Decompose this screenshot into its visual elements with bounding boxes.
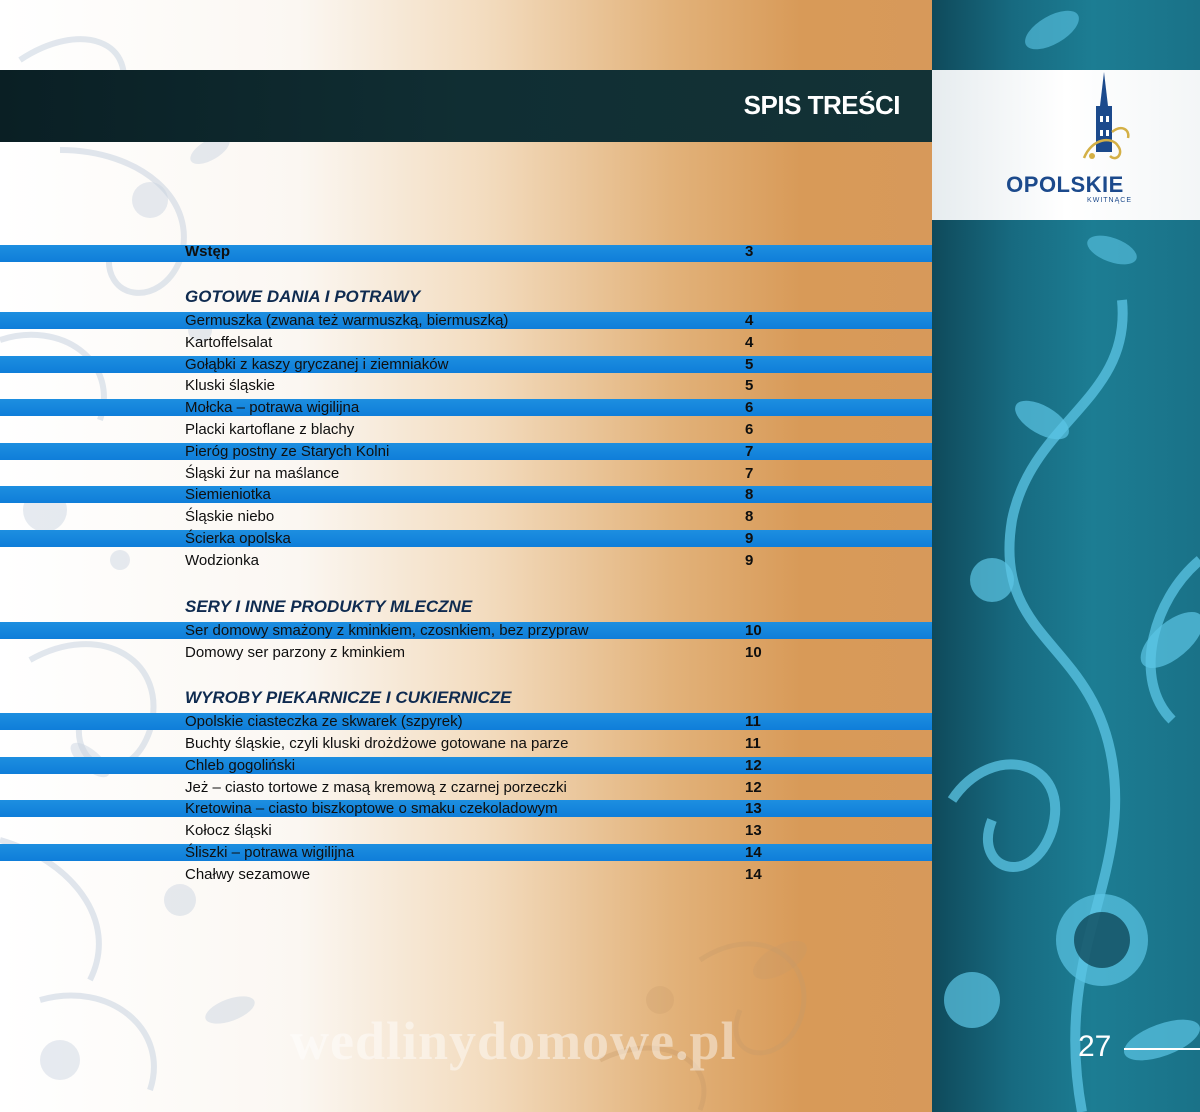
section-title-gotowe-dania: GOTOWE DANIA I POTRAWY xyxy=(185,287,421,306)
toc-entry-title: Opolskie ciasteczka ze skwarek (szpyrek) xyxy=(185,713,463,730)
toc-entry-page: 14 xyxy=(745,866,762,883)
section-title-sery: SERY I INNE PRODUKTY MLECZNE xyxy=(185,597,473,616)
toc-entry-page: 10 xyxy=(745,644,762,661)
toc-entry-title: Ścierka opolska xyxy=(185,530,291,547)
toc-entry[interactable] xyxy=(185,799,785,819)
logo-tagline: KWITNĄCE xyxy=(1087,197,1132,204)
toc-entry-title: Śliszki – potrawa wigilijna xyxy=(185,844,355,861)
toc-entry-page: 12 xyxy=(745,779,762,796)
toc-entry-title: Śląskie niebo xyxy=(185,508,275,525)
toc-entry-title: Chałwy sezamowe xyxy=(185,866,311,883)
toc-entry[interactable] xyxy=(185,529,785,549)
toc-entry-page: 6 xyxy=(745,421,754,438)
toc-entry-page: 14 xyxy=(745,844,762,861)
toc-entry[interactable] xyxy=(185,355,785,375)
toc-entry-title: Buchty śląskie, czyli kluski drożdżowe gotowane na parze xyxy=(185,735,569,752)
toc-entry-page: 8 xyxy=(745,486,754,503)
toc-entry[interactable] xyxy=(185,507,785,527)
page-number: 27 xyxy=(1078,1030,1112,1063)
toc-entry[interactable] xyxy=(185,712,785,732)
toc-entry-page: 11 xyxy=(745,735,761,752)
toc-entry-title: Gołąbki z kaszy gryczanej i ziemniaków xyxy=(185,356,449,373)
toc-entry-intro[interactable] xyxy=(185,242,785,262)
toc-entry-page: 3 xyxy=(745,243,754,260)
toc-entry[interactable] xyxy=(185,376,785,396)
toc-entry-page: 6 xyxy=(745,399,754,416)
toc-entry-title: Mołcka – potrawa wigilijna xyxy=(185,399,360,416)
tower-logo-icon xyxy=(1082,72,1132,164)
toc-entry-title: Kołocz śląski xyxy=(185,822,272,839)
header-bar xyxy=(0,70,932,142)
toc-entry-page: 4 xyxy=(745,312,754,329)
toc-entry[interactable] xyxy=(185,621,785,641)
toc-entry-title: Kartoffelsalat xyxy=(185,334,273,351)
toc-entry-page: 12 xyxy=(745,757,762,774)
toc-entry-page: 13 xyxy=(745,800,762,817)
page-number-rule xyxy=(1124,1048,1200,1050)
toc-entry[interactable] xyxy=(185,821,785,841)
toc-entry-page: 5 xyxy=(745,356,754,373)
toc-entry[interactable] xyxy=(185,398,785,418)
toc-entry[interactable] xyxy=(185,464,785,484)
toc-entry-page: 8 xyxy=(745,508,754,525)
toc-entry-title: Ser domowy smażony z kminkiem, czosnkiem, bez przypraw xyxy=(185,622,589,639)
toc-entry-title: Kretowina – ciasto biszkoptowe o smaku czekoladowym xyxy=(185,800,558,817)
toc-entry-title: Kluski śląskie xyxy=(185,377,276,394)
toc-entry-page: 5 xyxy=(745,377,754,394)
toc-entry-title: Śląski żur na maślance xyxy=(185,465,340,482)
toc-entry[interactable] xyxy=(185,485,785,505)
toc-entry-page: 11 xyxy=(745,713,761,730)
toc-entry-title: Germuszka (zwana też warmuszką, biermuszką) xyxy=(185,312,509,329)
toc-entry[interactable] xyxy=(185,643,785,663)
toc-entry-title: Siemieniotka xyxy=(185,486,271,503)
toc-entry[interactable] xyxy=(185,865,785,885)
toc-entry-title: Wstęp xyxy=(185,243,230,260)
toc-entry[interactable] xyxy=(185,551,785,571)
toc-entry-title: Placki kartoflane z blachy xyxy=(185,421,355,438)
toc-entry-page: 7 xyxy=(745,465,754,482)
toc-entry-title: Wodzionka xyxy=(185,552,259,569)
toc-entry-title: Jeż – ciasto tortowe z masą kremową z czarnej porzeczki xyxy=(185,779,567,796)
toc-entry-page: 10 xyxy=(745,622,762,639)
logo-name: OPOLSKIE xyxy=(1006,172,1124,197)
toc-entry[interactable] xyxy=(185,311,785,331)
page-title: SPIS TREŚCI xyxy=(743,90,900,120)
toc-entry[interactable] xyxy=(185,420,785,440)
toc-entry-page: 13 xyxy=(745,822,762,839)
toc-entry-page: 9 xyxy=(745,552,754,569)
toc-entry[interactable] xyxy=(185,778,785,798)
toc-entry-page: 7 xyxy=(745,443,754,460)
toc-entry-title: Chleb gogoliński xyxy=(185,757,296,774)
toc-entry[interactable] xyxy=(185,333,785,353)
section-title-wyroby: WYROBY PIEKARNICZE I CUKIERNICZE xyxy=(185,688,512,707)
toc-entry-page: 9 xyxy=(745,530,754,547)
toc-entry[interactable] xyxy=(185,734,785,754)
watermark: wedlinydomowe.pl xyxy=(290,1011,737,1071)
toc-entry-page: 4 xyxy=(745,334,754,351)
toc-entry[interactable] xyxy=(185,756,785,776)
toc-entry-title: Pieróg postny ze Starych Kolni xyxy=(185,443,390,460)
toc-entry-title: Domowy ser parzony z kminkiem xyxy=(185,644,406,661)
toc-entry[interactable] xyxy=(185,442,785,462)
toc-entry[interactable] xyxy=(185,843,785,863)
